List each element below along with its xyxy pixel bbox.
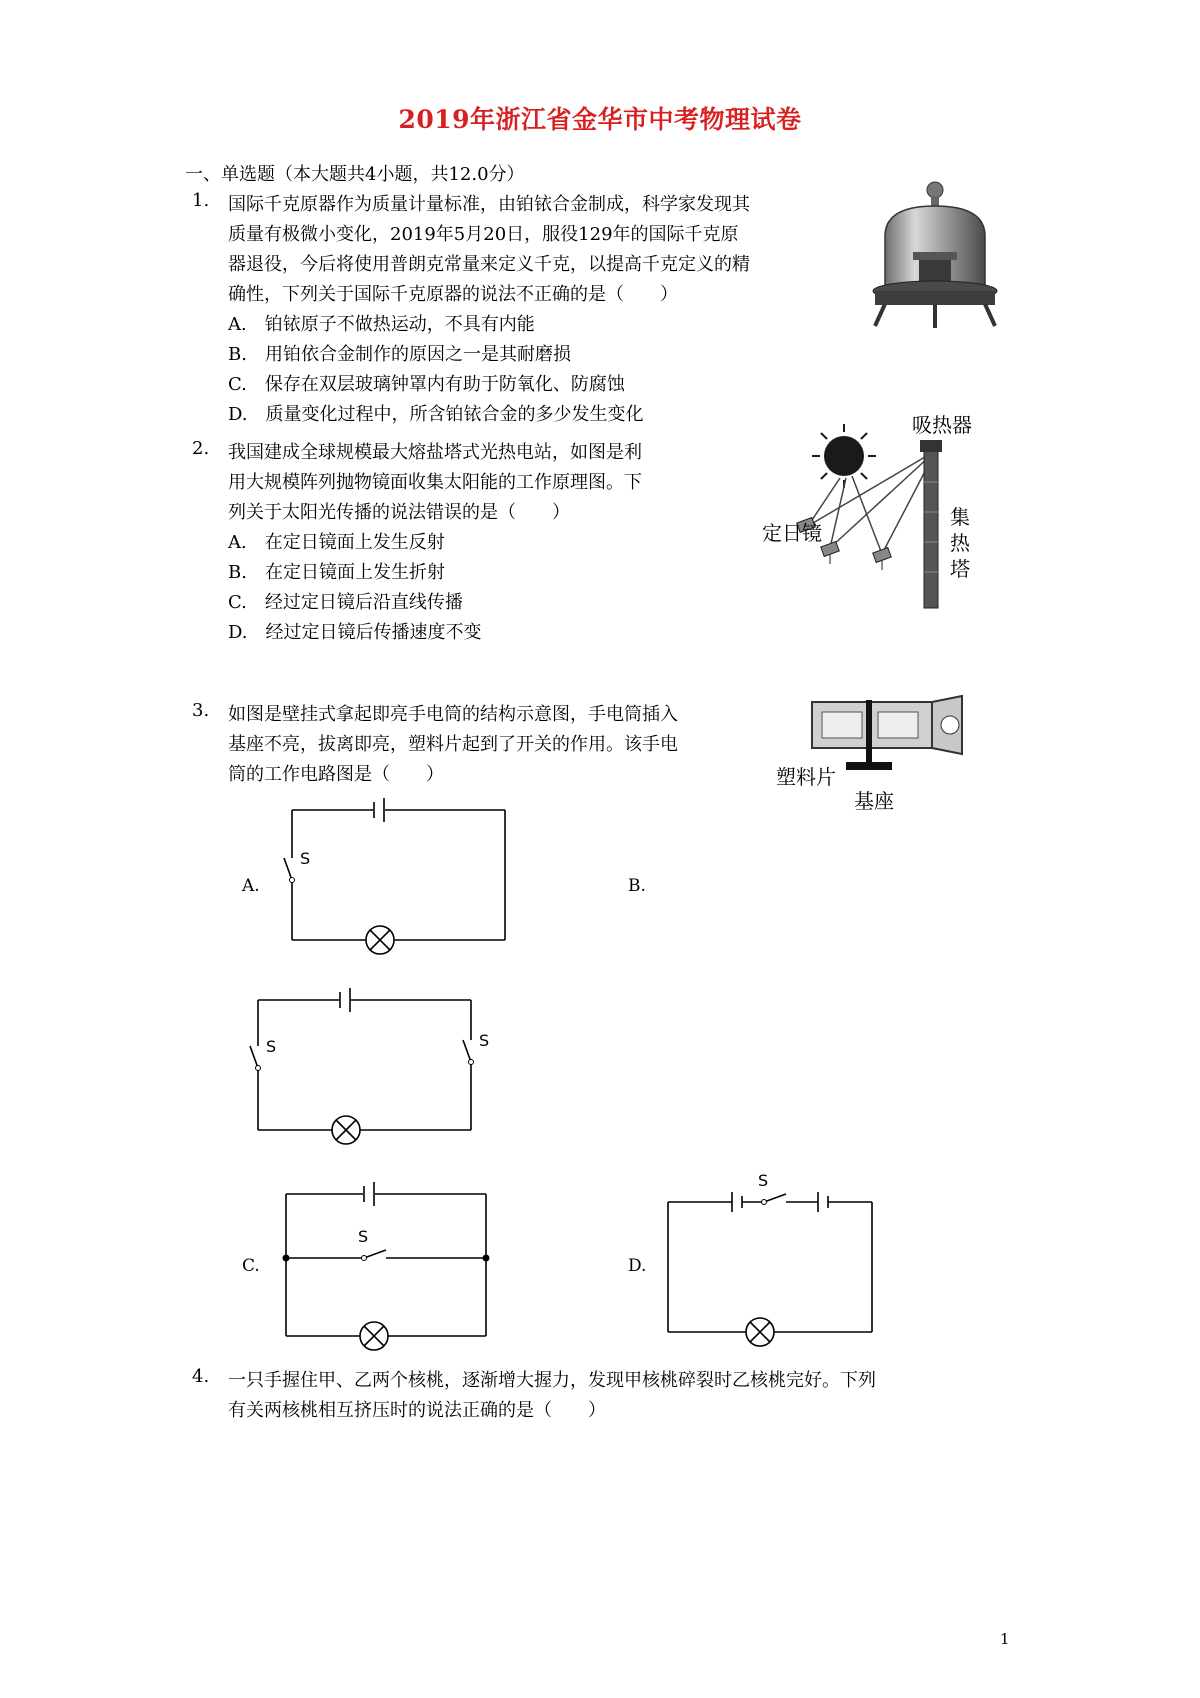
- circuit-option-c-label: C.: [242, 1256, 260, 1276]
- question-1-option-d: D. 质量变化过程中，所含铂铱合金的多少发生变化: [228, 404, 644, 425]
- question-1-option-b: B. 用铂依合金制作的原因之一是其耐磨损: [228, 344, 571, 365]
- question-4-number: 4.: [192, 1366, 210, 1387]
- question-2-option-a: A. 在定日镜面上发生反射: [228, 532, 445, 553]
- question-1-line-3: 器退役，今后将使用普朗克常量来定义千克，以提高千克定义的精: [228, 254, 750, 275]
- question-2-option-c: C. 经过定日镜后沿直线传播: [228, 592, 463, 613]
- switch-s-label: S: [758, 1171, 769, 1190]
- circuit-b: [246, 990, 490, 1160]
- circuit-option-a-label: A.: [242, 876, 260, 896]
- circuit-a: [280, 800, 520, 970]
- switch-s-label: S: [358, 1227, 369, 1246]
- lamp-icon: [360, 1322, 388, 1350]
- solar-tower-diagram: [762, 412, 1022, 612]
- tower-label-1: 集: [950, 505, 970, 529]
- question-1-line-2: 质量有极微小变化，2019年5月20日，服役129年的国际千克原: [228, 224, 739, 245]
- page-title: 2019年浙江省金华市中考物理试卷: [398, 105, 802, 134]
- base-label: 基座: [854, 789, 894, 813]
- question-1-option-c: C. 保存在双层玻璃钟罩内有助于防氧化、防腐蚀: [228, 374, 625, 395]
- switch-s-label: S: [300, 849, 311, 868]
- lamp-icon: [746, 1318, 774, 1346]
- question-2-option-b: B. 在定日镜面上发生折射: [228, 562, 445, 583]
- switch-s-label: S: [479, 1031, 490, 1050]
- question-4-line-2: 有关两核桃相互挤压时的说法正确的是（ ）: [228, 1400, 606, 1421]
- lamp-icon: [366, 926, 394, 954]
- circuit-option-d-label: D.: [628, 1256, 647, 1276]
- question-1-line-1: 国际千克原器作为质量计量标准，由铂铱合金制成，科学家发现其: [228, 194, 750, 215]
- flashlight-diagram: [776, 696, 1012, 813]
- question-2-line-2: 用大规模阵列抛物镜面收集太阳能的工作原理图。下: [228, 472, 642, 493]
- tower-label-2: 热: [950, 531, 970, 555]
- question-2-line-1: 我国建成全球规模最大熔盐塔式光热电站，如图是利: [228, 442, 642, 463]
- question-3-line-2: 基座不亮，拔离即亮，塑料片起到了开关的作用。该手电: [228, 734, 678, 755]
- question-2-number: 2.: [192, 438, 210, 459]
- absorber-label: 吸热器: [912, 413, 972, 437]
- circuit-c: [276, 1180, 516, 1360]
- lamp-icon: [332, 1116, 360, 1144]
- switch-s-label: S: [266, 1037, 277, 1056]
- heliostat-label: 定日镜: [762, 521, 822, 545]
- question-4-line-1: 一只手握住甲、乙两个核桃，逐渐增大握力，发现甲核桃碎裂时乙核桃完好。下列: [228, 1370, 876, 1391]
- question-3-number: 3.: [192, 700, 210, 721]
- question-1-option-a: A. 铂铱原子不做热运动，不具有内能: [228, 314, 535, 335]
- sun-icon: [812, 424, 876, 488]
- tower-label-3: 塔: [950, 557, 970, 581]
- question-1-number: 1.: [192, 190, 210, 211]
- plastic-sheet-label: 塑料片: [776, 765, 836, 789]
- kilogram-prototype-image: [865, 176, 1005, 336]
- question-1-line-4: 确性，下列关于国际千克原器的说法不正确的是（ ）: [228, 284, 678, 305]
- question-3-line-1: 如图是壁挂式拿起即亮手电筒的结构示意图，手电筒插入: [228, 704, 678, 725]
- section-heading: 一、单选题（本大题共4小题，共12.0分）: [185, 164, 525, 185]
- circuit-option-b-label: B.: [628, 876, 646, 896]
- question-3-line-3: 筒的工作电路图是（ ）: [228, 764, 444, 785]
- question-2-line-3: 列关于太阳光传播的说法错误的是（ ）: [228, 502, 570, 523]
- circuit-d: [658, 1172, 898, 1352]
- question-2-option-d: D. 经过定日镜后传播速度不变: [228, 622, 482, 643]
- page-number: 1: [1000, 1630, 1010, 1648]
